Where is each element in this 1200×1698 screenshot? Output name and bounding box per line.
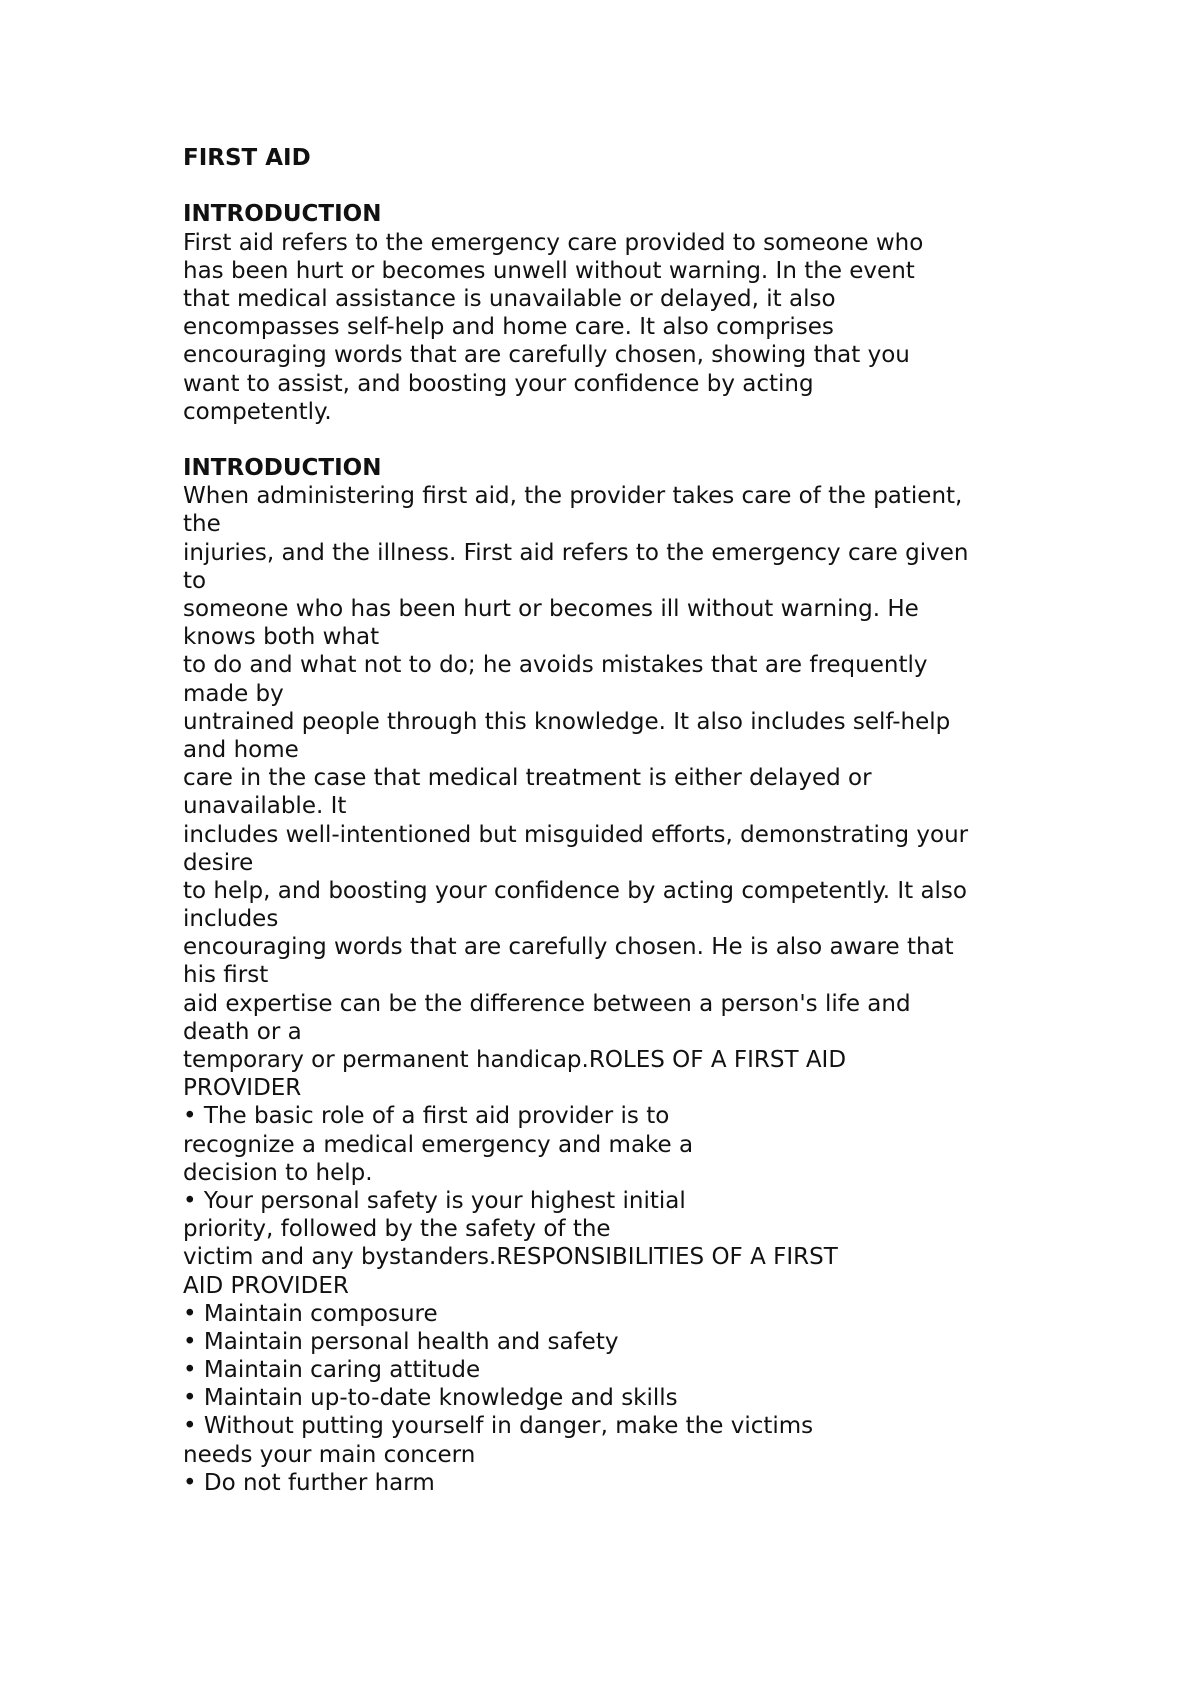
paragraph-line: the: [183, 511, 221, 538]
document-body: [183, 144, 1083, 1497]
paragraph-line: encouraging words that are carefully chosen, showing that you: [183, 342, 910, 369]
bullet-line: • Your personal safety is your highest initial: [183, 1187, 686, 1214]
paragraph-line: death or a: [183, 1018, 302, 1045]
paragraph-line: desire: [183, 849, 254, 876]
paragraph-line: competently.: [183, 398, 332, 425]
document-title: FIRST AID: [183, 145, 311, 171]
bullet-line: • Maintain caring attitude: [183, 1357, 481, 1384]
paragraph-line: encouraging words that are carefully chosen. He is also aware that: [183, 934, 954, 961]
paragraph-line: want to assist, and boosting your confidence by acting: [183, 370, 814, 397]
section2-paragraph: [183, 482, 1083, 1497]
paragraph-line: his first: [183, 962, 269, 989]
paragraph-line: untrained people through this knowledge. It also includes self-help: [183, 708, 951, 735]
paragraph-line: includes well-intentioned but misguided efforts, demonstrating your: [183, 821, 969, 848]
paragraph-line: temporary or permanent handicap.ROLES OF A FIRST AID: [183, 1047, 847, 1073]
paragraph-line: to: [183, 567, 207, 594]
paragraph-line: AID PROVIDER: [183, 1272, 349, 1299]
paragraph-line: encompasses self-help and home care. It also comprises: [183, 314, 834, 341]
paragraph-line: that medical assistance is unavailable or delayed, it also: [183, 285, 836, 312]
paragraph-line: unavailable. It: [183, 793, 347, 820]
paragraph-line: care in the case that medical treatment is either delayed or: [183, 765, 872, 792]
paragraph-line: aid expertise can be the difference between a person's life and: [183, 990, 911, 1017]
paragraph-line: someone who has been hurt or becomes ill without warning. He: [183, 596, 919, 622]
bullet-line: • Maintain personal health and safety: [183, 1328, 619, 1355]
paragraph-line: to do and what not to do; he avoids mistakes that are frequently: [183, 652, 928, 679]
paragraph-line: PROVIDER: [183, 1075, 302, 1102]
paragraph-line: made by: [183, 680, 284, 707]
section-heading-introduction-1: INTRODUCTION: [183, 201, 382, 228]
paragraph-line: priority, followed by the safety of the: [183, 1216, 611, 1243]
bullet-line: • Do not further harm: [183, 1469, 435, 1496]
paragraph-line: knows both what: [183, 624, 380, 651]
bullet-line: • Maintain up-to-date knowledge and skills: [183, 1385, 678, 1412]
paragraph-line: First aid refers to the emergency care provided to someone who: [183, 229, 924, 256]
bullet-line: • Without putting yourself in danger, make the victims: [183, 1413, 814, 1440]
paragraph-line: victim and any bystanders.RESPONSIBILITIES OF A FIRST: [183, 1244, 838, 1271]
paragraph-line: decision to help.: [183, 1159, 373, 1186]
blank-line: [183, 172, 1083, 200]
paragraph-line: recognize a medical emergency and make a: [183, 1131, 694, 1158]
paragraph-line: and home: [183, 736, 299, 763]
paragraph-line: has been hurt or becomes unwell without warning. In the event: [183, 257, 915, 284]
section-heading-introduction-2: INTRODUCTION: [183, 455, 382, 482]
paragraph-line: needs your main concern: [183, 1441, 476, 1468]
paragraph-line: includes: [183, 906, 279, 933]
paragraph-line: to help, and boosting your confidence by acting competently. It also: [183, 877, 967, 904]
paragraph-line: injuries, and the illness. First aid refers to the emergency care given: [183, 539, 969, 566]
paragraph-line: When administering first aid, the provider takes care of the patient,: [183, 483, 963, 510]
bullet-line: • The basic role of a first aid provider is to: [183, 1103, 670, 1130]
section1-paragraph: [183, 229, 1083, 426]
bullet-line: • Maintain composure: [183, 1300, 438, 1327]
blank-line: [183, 426, 1083, 454]
